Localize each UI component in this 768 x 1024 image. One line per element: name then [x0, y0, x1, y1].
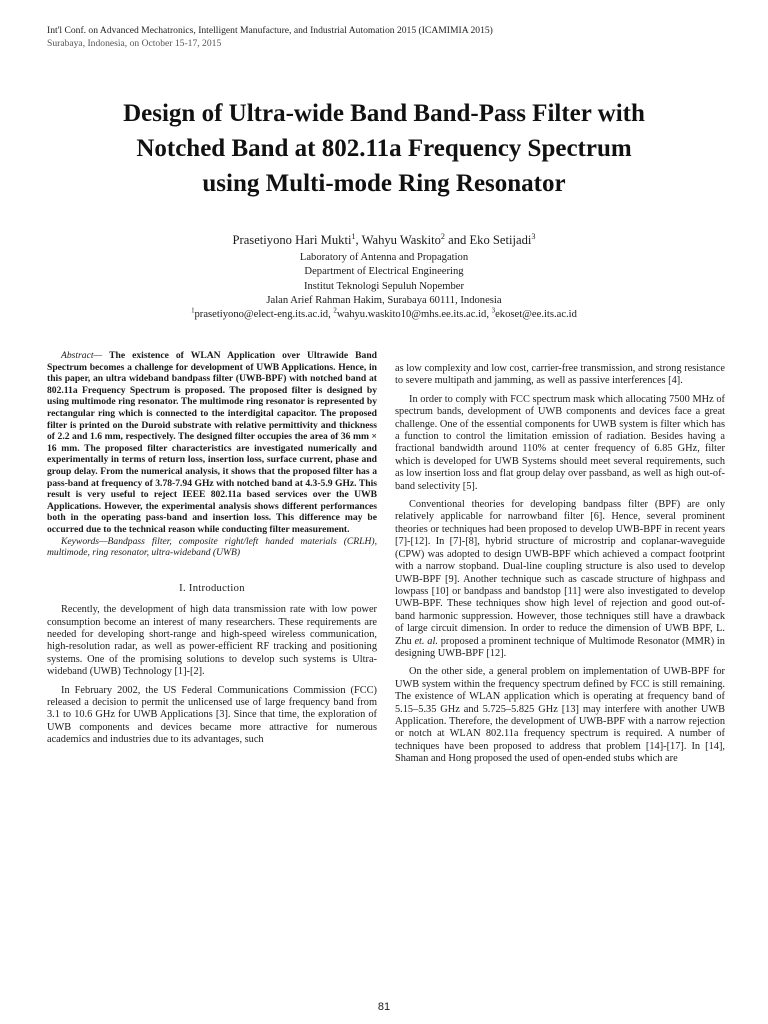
email-3: ekoset@ee.its.ac.id [495, 309, 577, 321]
email-2-sup: 2 [333, 307, 337, 315]
body-paragraph: In February 2002, the US Federal Communications Commission (FCC) released a decision to permit the unlicensed use of large frequency band from 3.1 to 10.6 GHz for UWB Applications [3]. Since that time, the exploration of UWB components and devices became more attractive for numerous academics and industries due to its advantages, such [47, 684, 377, 746]
affiliation-block [40, 251, 728, 322]
abstract-label: Abstract [61, 350, 94, 361]
author-separator: , [355, 233, 362, 247]
author-1-sup: 1 [351, 231, 356, 241]
conference-name: Int'l Conf. on Advanced Mechatronics, Intelligent Manufacture, and Industrial Automation 2015 (ICAMIMIA 2015) [47, 25, 493, 36]
affiliation-lab: Laboratory of Antenna and Propagation [299, 252, 469, 263]
author-2: Wahyu Waskito [361, 233, 441, 247]
author-3-sup: 3 [531, 231, 536, 241]
page-number: 81 [377, 1001, 391, 1013]
body-text: proposed a prominent technique of Multimode Resonator (MMR) in designing UWB-BPF [12]. [395, 635, 725, 659]
keywords: Keywords—Bandpass filter, composite right/left handed materials (CRLH), multimode, ring resonator, ultra-wideband (UWB) [47, 535, 377, 559]
affiliation-address: Jalan Arief Rahman Hakim, Surabaya 60111, Indonesia [266, 294, 502, 306]
email-1-sup: 1 [191, 307, 195, 315]
body-paragraph: In order to comply with FCC spectrum mask which allocating 7500 MHz of spectrum bands, development of UWB components and devices face a great challenge. One of the essential components for UWB system is filter which has a function to control the limitation emission of radiation. Besides having a fractional bandwidth around 110% at center frequency of 6.85 GHz, filter which is developed for UWB Systems should meet several requirements, such as low insertion loss and flat group delay over passband, as well as high out-of-band selectivity [5]. [395, 393, 725, 492]
email-3-sup: 3 [491, 307, 496, 315]
affiliation-department: Department of Electrical Engineering [304, 266, 464, 278]
body-paragraph: Recently, the development of high data transmission rate with low power consumption become an interest of many researchers. These requirements are needed for developing short-range and high-speed wireless communication, high-resolution radar, as well as power-efficient RF tracking and positioning systems. One of the promising solutions to develop such systems is Ultra-wideband (UWB) Technology [1]-[2]. [47, 604, 377, 678]
title-line-3: using Multi-mode Ring Resonator [202, 170, 566, 197]
affiliation-institute: Institut Teknologi Sepuluh Nopember [303, 280, 464, 292]
conference-header [47, 24, 727, 50]
author-3: Eko Setijadi [469, 233, 532, 247]
email-1: prasetiyono@elect-eng.its.ac.id, [194, 309, 334, 321]
abstract [47, 350, 377, 536]
paper-title [40, 96, 728, 201]
title-line-2: Notched Band at 802.11a Frequency Spectrum [136, 135, 632, 162]
body-paragraph: On the other side, a general problem on implementation of UWB-BPF for UWB system within the frequency spectrum defined by FCC is still remaining. The existence of WLAN application which is operating at frequency band of 5.15–5.35 GHz and 5.725–5.825 GHz [13] may interfere with another UWB Application. Therefore, the development of UWB-BPF with a narrow rejection or notch at WLAN 802.11a frequency spectrum is required. A number of techniques have been proposed to address that problem [14]-[17]. In [14], Shaman and Hong proposed the used of open-ended stubs which are [395, 666, 725, 765]
body-text: Conventional theories for developing bandpass filter (BPF) are only relatively applicable for narrowband filter [6]. Hence, several prominent theories or techniques had been proposed to develop UWB-BPF in recent years [7]-[12]. In [7]-[8], hybrid structure of microstrip and coplanar-waveguide (CPW) was adopted to design UWB-BPF which achieved a compact footprint with a narrow stopband. Dual-line coupling structure is also used to develop UWB-BPF [9]. Another technique such as cascade structure of highpass and lowpass [10] or bandpass and bandstop [11] were also investigated to develop UWB-BPF. These techniques show high level of rejection and good out-of-band harmonic suppression. However, those techniques still have a drawback of large circuit dimension. In order to reduce the dimension of UWB BPF, L. Zhu [395, 499, 725, 647]
author-separator: and [444, 233, 470, 247]
body-paragraph [395, 499, 725, 660]
abstract-text: The existence of WLAN Application over Ultrawide Band Spectrum becomes a challenge for development of UWB Applications. Hence, in this paper, an ultra wideband bandpass filter (UWB-BPF) with notched band at 802.11a Frequency Spectrum is proposed. The proposed filter is designed by using multimode ring resonator. The multimode ring resonator is represented by rectangular ring which is connected to the interdigital capacitor. The proposed filter is printed on the Duroid substrate with relative permittivity and thickness of 2.2 and 1.6 mm, respectively. The designed filter occupies the area of 36 mm × 16 mm. The proposed filter characteristics are investigated numerically and experimentally in terms of return loss, insertion loss, surface current, phase and group delay. From the numerical analysis, it shows that the proposed filter has a pass-band at frequency of 3.78-7.94 GHz with notched band at 4.3-5.9 GHz. This result is very useful to reject IEEE 802.11a based services over the UWB Applications. However, the experimental analysis shows different performances both in the operating pass-band and insertion loss. This difference may be occurred due to the technical reason while conducting filter measurement. [47, 350, 377, 535]
body-paragraph: as low complexity and low cost, carrier-free transmission, and strong resistance to severe multipath and jamming, as well as passive interferences [4]. [395, 363, 725, 387]
title-line-1: Design of Ultra-wide Band Band-Pass Filter with [123, 100, 645, 127]
author-emails [40, 308, 728, 322]
abstract-dash: — [93, 350, 110, 361]
conference-location: Surabaya, Indonesia, on October 15-17, 2015 [47, 38, 222, 49]
section-heading-introduction: I. Introduction [179, 582, 245, 594]
author-2-sup: 2 [440, 231, 445, 241]
body-text-italic: et. al. [414, 635, 438, 647]
email-2: wahyu.waskito10@mhs.ee.its.ac.id, [336, 309, 492, 321]
author-list [40, 232, 728, 248]
author-1: Prasetiyono Hari Mukti [232, 233, 352, 247]
right-column [395, 363, 725, 766]
left-column [47, 350, 377, 747]
